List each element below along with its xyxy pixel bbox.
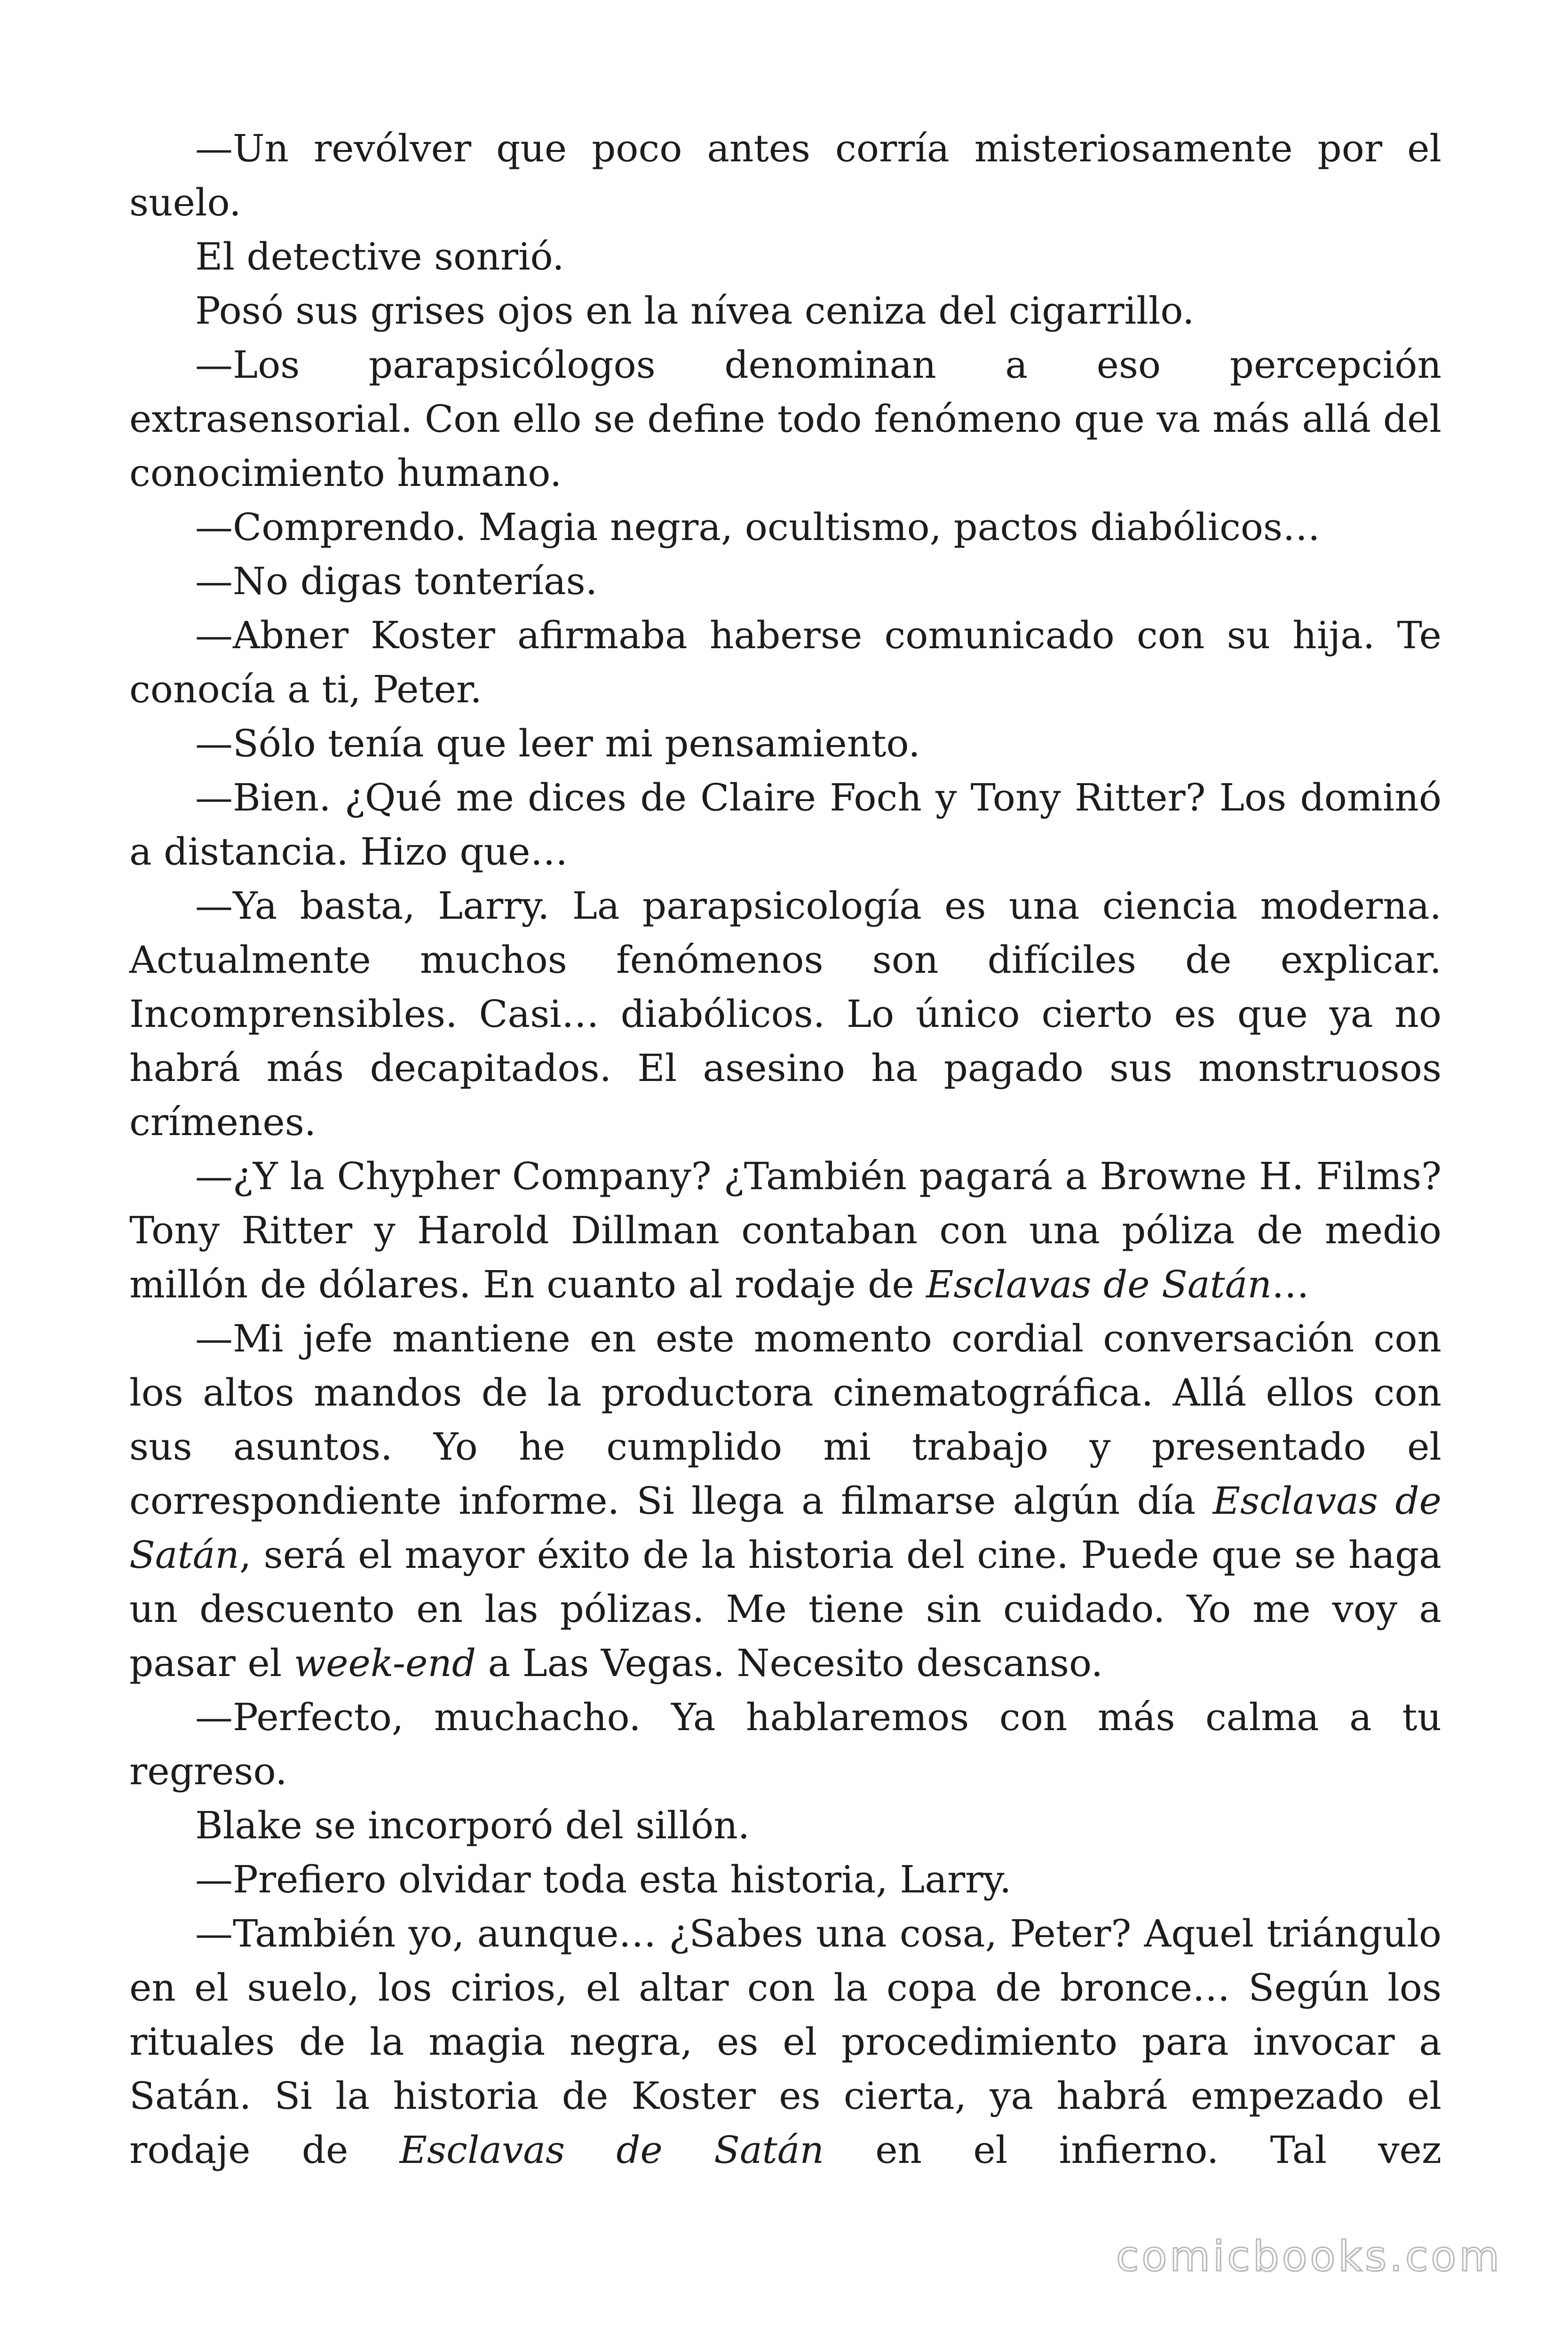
- paragraph: [129, 1149, 1441, 1311]
- italic-title: week-end: [293, 1641, 476, 1685]
- paragraph: [129, 608, 1441, 716]
- text-run: —Perfecto, muchacho. Ya hablaremos con más calma a tu regreso.: [129, 1695, 1441, 1793]
- paragraph: [129, 716, 1441, 771]
- italic-title: Esclavas de Satán: [129, 1479, 1442, 1577]
- text-run: —Los parapsicólogos denominan a eso percepción extrasensorial. Con ello se define todo fenómeno que va más allá del conocimiento humano.: [129, 343, 1441, 495]
- text-run: —Ya basta, Larry. La parapsicología es una ciencia moderna. Actualmente muchos fenómenos son difíciles de explicar. Incomprensibles. Casi… diabólicos. Lo único cierto es que ya no habrá más decapitados. El asesino ha pagado sus monstruosos crímenes.: [129, 884, 1441, 1144]
- paragraph: [129, 284, 1441, 338]
- page-text: [129, 121, 1441, 2177]
- paragraph: [129, 879, 1441, 1149]
- text-run: —Abner Koster afirmaba haberse comunicado con su hija. Te conocía a ti, Peter.: [129, 613, 1441, 711]
- paragraph: [129, 1311, 1441, 1690]
- text-run: —Prefiero olvidar toda esta historia, Larry.: [195, 1858, 1012, 1901]
- text-run: —Mi jefe mantiene en este momento cordial conversación con los altos mandos de la productora cinematográfica. Allá ellos con sus asuntos. Yo he cumplido mi trabajo y presentado el correspondiente informe. Si llega a filmarse algún día: [129, 1317, 1441, 1523]
- text-run: El detective sonrió.: [195, 235, 564, 278]
- text-run: —Comprendo. Magia negra, ocultismo, pactos diabólicos…: [195, 505, 1321, 549]
- paragraph: [129, 121, 1441, 230]
- italic-title: Esclavas de Satán: [926, 1263, 1272, 1306]
- text-run: , será el mayor éxito de la historia del cine. Puede que se haga un descuento en las pólizas. Me tiene sin cuidado. Yo me voy a pasar el: [129, 1533, 1441, 1685]
- paragraph: [129, 500, 1441, 554]
- watermark-logo: comicbooks.com: [1116, 2232, 1502, 2280]
- paragraph: [129, 230, 1441, 284]
- paragraph: [129, 771, 1441, 879]
- paragraph: [129, 1798, 1441, 1852]
- paragraph: [129, 1690, 1441, 1798]
- paragraph: [129, 1907, 1441, 2177]
- text-run: —No digas tonterías.: [195, 559, 598, 603]
- text-run: —Un revólver que poco antes corría misteriosamente por el suelo.: [129, 127, 1441, 224]
- text-run: …: [1271, 1263, 1309, 1306]
- paragraph: [129, 554, 1441, 608]
- paragraph: [129, 338, 1441, 500]
- text-run: en el infierno. Tal vez: [824, 2128, 1442, 2172]
- text-run: Blake se incorporó del sillón.: [195, 1804, 750, 1847]
- text-run: Posó sus grises ojos en la nívea ceniza del cigarrillo.: [195, 289, 1195, 333]
- text-run: —Bien. ¿Qué me dices de Claire Foch y Tony Ritter? Los dominó a distancia. Hizo que…: [129, 776, 1441, 874]
- text-run: —¿Y la Chypher Company? ¿También pagará a Browne H. Films? Tony Ritter y Harold Dillman contaban con una póliza de medio millón de dólares. En cuanto al rodaje de: [129, 1154, 1441, 1306]
- text-run: —Sólo tenía que leer mi pensamiento.: [195, 722, 920, 765]
- text-run: —También yo, aunque… ¿Sabes una cosa, Peter? Aquel triángulo en el suelo, los cirios, el altar con la copa de bronce… Según los rituales de la magia negra, es el procedimiento para invocar a Satán. Si la historia de Koster es cierta, ya habrá empezado el rodaje de: [129, 1912, 1441, 2172]
- paragraph: [129, 1852, 1441, 1907]
- text-run: a Las Vegas. Necesito descanso.: [476, 1641, 1103, 1685]
- italic-title: Esclavas de Satán: [399, 2128, 824, 2172]
